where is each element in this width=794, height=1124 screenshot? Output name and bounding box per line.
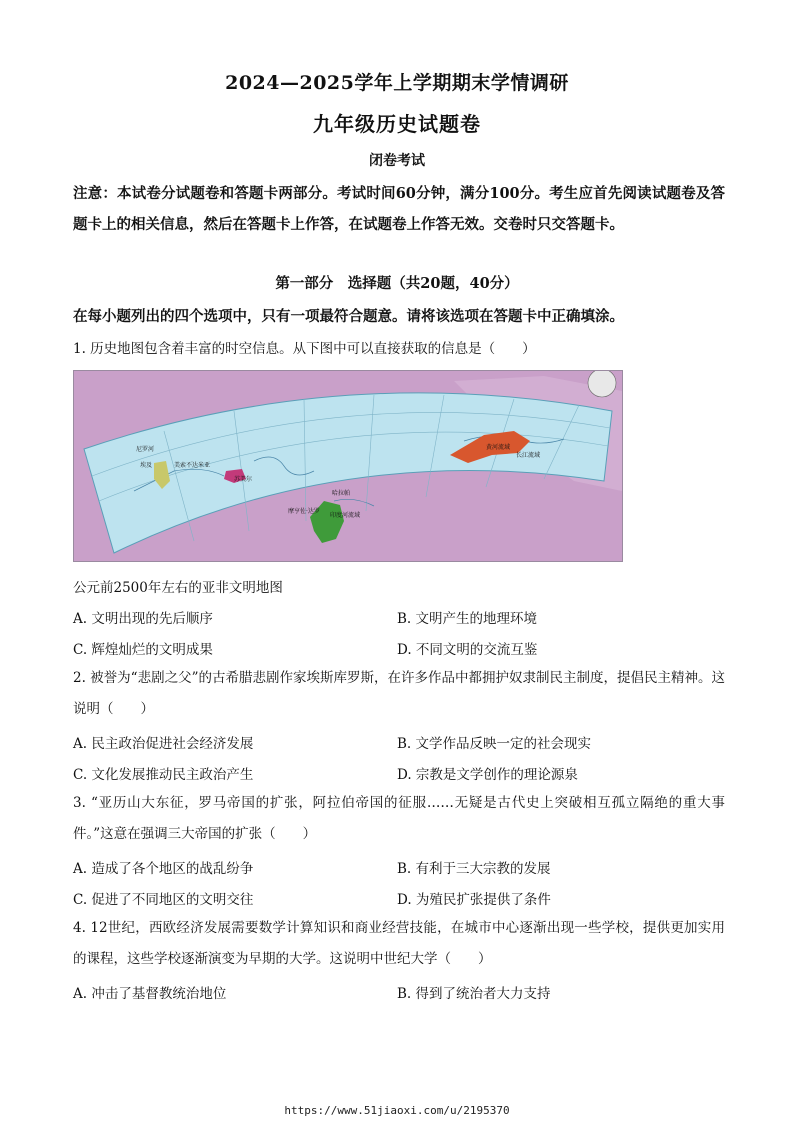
map-caption: 公元前2500年左右的亚非文明地图 <box>73 580 283 596</box>
question-2-stem: 2. 被誉为“悲剧之父”的古希腊悲剧作家埃斯库罗斯，在许多作品中都拥护奴隶制民主制度，提倡民主精神。这说明（ ） <box>73 670 725 717</box>
map-label-indus: 印度河流域 <box>330 512 361 519</box>
section-instruction: 在每小题列出的四个选项中，只有一项最符合题意。请将该选项在答题卡中正确填涂。 <box>73 308 624 325</box>
map-label-mesopotamia: 美索不达米亚 <box>174 462 211 469</box>
exam-title: 2024—2025学年上学期期末学情调研 <box>225 72 569 94</box>
q1-option-d: D. 不同文明的交流互鉴 <box>397 642 538 658</box>
q2-option-b: B. 文学作品反映一定的社会现实 <box>397 736 592 752</box>
q2-option-d: D. 宗教是文学创作的理论源泉 <box>397 767 578 783</box>
q2-option-a: A. 民主政治促进社会经济发展 <box>73 736 254 752</box>
q1-option-c: C. 辉煌灿烂的文明成果 <box>73 642 213 658</box>
map-label-yangtze: 长江流域 <box>516 452 541 459</box>
q2-option-c: C. 文化发展推动民主政治产生 <box>73 767 254 783</box>
exam-notice: 注意：本试卷分试题卷和答题卡两部分。考试时间60分钟，满分100分。考生应首先阅读试题卷及答题卡上的相关信息，然后在答题卡上作答，在试题卷上作答无效。交卷时只交答题卡。 <box>73 185 725 233</box>
question-1-stem: 1. 历史地图包含着丰富的时空信息。从下图中可以直接获取的信息是（ ） <box>73 341 536 357</box>
exam-type: 闭卷考试 <box>369 153 425 169</box>
q3-option-c: C. 促进了不同地区的文明交往 <box>73 892 254 908</box>
q3-option-b: B. 有利于三大宗教的发展 <box>397 861 551 877</box>
q4-option-b: B. 得到了统治者大力支持 <box>397 986 551 1002</box>
map-label-mohenjo: 摩亨佐·达罗 <box>288 508 320 515</box>
section-title: 第一部分 选择题（共20题，40分） <box>275 275 519 292</box>
exam-subtitle: 九年级历史试题卷 <box>313 112 481 136</box>
q4-option-a: A. 冲击了基督教统治地位 <box>73 986 227 1002</box>
map-label-sumer: 苏美尔 <box>234 476 253 483</box>
map-label-yellow-river: 黄河流域 <box>486 444 511 451</box>
q3-option-a: A. 造成了各个地区的战乱纷争 <box>73 861 254 877</box>
map-label-nile: 尼罗河 <box>136 446 155 453</box>
civilization-map <box>73 370 623 562</box>
map-label-harappa: 哈拉帕 <box>332 490 351 497</box>
globe-inset-icon <box>588 370 616 397</box>
question-4-stem: 4. 12世纪，西欧经济发展需要数学计算知识和商业经营技能，在城市中心逐渐出现一些学校，提供更加实用的课程，这些学校逐渐演变为早期的大学。这说明中世纪大学（ ） <box>73 920 725 967</box>
q1-option-b: B. 文明产生的地理环境 <box>397 611 538 627</box>
map-label-egypt: 埃及 <box>140 462 153 469</box>
question-3-stem: 3. “亚历山大东征，罗马帝国的扩张，阿拉伯帝国的征服……无疑是古代史上突破相互孤立隔绝的重大事件。”这意在强调三大帝国的扩张（ ） <box>73 795 725 842</box>
q3-option-d: D. 为殖民扩张提供了条件 <box>397 892 551 908</box>
q1-option-a: A. 文明出现的先后顺序 <box>73 611 213 627</box>
footer-url: https://www.51jiaoxi.com/u/2195370 <box>284 1104 510 1117</box>
